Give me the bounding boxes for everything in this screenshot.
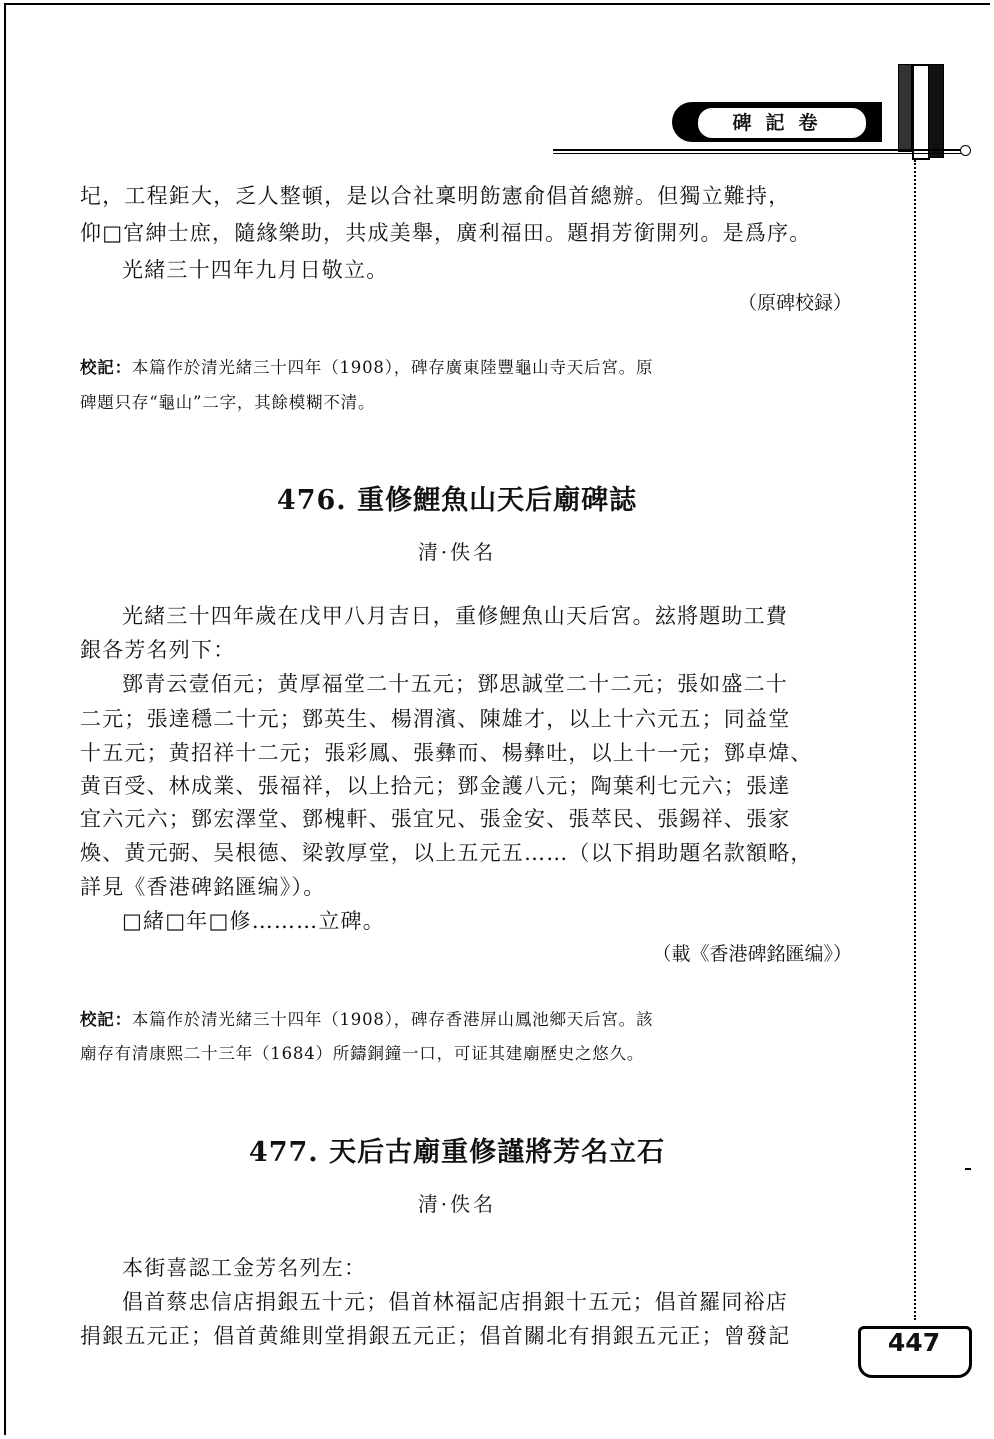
page-number: 447: [887, 1328, 941, 1357]
body-line: 銀各芳名列下：: [80, 638, 236, 662]
section-title: 476. 重修鯉魚山天后廟碑誌: [276, 485, 638, 516]
note-label: 校記：: [80, 358, 132, 377]
rule-end-dot: [960, 145, 971, 156]
page-border-left: [4, 3, 6, 1435]
body-line: 圮，工程鉅大，乏人整頓，是以合社稟明飭憲俞倡首總辦。但獨立難持，: [80, 184, 791, 208]
body-line: 煥、黄元弼、吴根德、梁敦厚堂，以上五元五……（以下捐助題名款額略，: [80, 841, 813, 865]
body-line: 捐銀五元正；倡首黄維則堂捐銀五元正；倡首關北有捐銀五元正；曾發記: [80, 1324, 791, 1348]
header-rule-thin: [553, 153, 963, 154]
collation-note-line: 廟存有清康熙二十三年（1684）所鑄銅鐘一口，可证其建廟歷史之悠久。: [80, 1044, 645, 1063]
page-border-top: [4, 3, 990, 5]
body-line: 光緒三十四年歲在戊甲八月吉日，重修鯉魚山天后宮。玆將題助工費: [122, 604, 788, 628]
section-author: 清·佚名: [417, 540, 497, 564]
section-author: 清·佚名: [417, 1192, 497, 1216]
body-line: 光緒三十四年九月日敬立。: [122, 258, 389, 282]
body-line: 仰□官紳士庶，隨緣樂助，共成美舉，廣利福田。題捐芳銜開列。是爲序。: [80, 221, 812, 245]
note-text: 本篇作於清光緒三十四年（1908），碑存香港屏山鳳池鄉天后宮。該: [131, 1010, 654, 1029]
note-text: 本篇作於清光緒三十四年（1908），碑存廣東陸豐龜山寺天后宮。原: [131, 358, 654, 377]
collation-note-line: [80, 354, 653, 378]
page-number-badge: [858, 1318, 970, 1378]
body-line: 詳見《香港碑銘匯编》）。: [80, 875, 326, 899]
body-line: 十五元；黄招祥十二元；張彩鳳、張彝而、楊彝吐，以上十一元；鄧卓煒、: [80, 741, 813, 765]
section-title: 477. 天后古廟重修謹將芳名立石: [248, 1137, 666, 1168]
source-citation: （載《香港碑銘匯编》）: [652, 943, 852, 965]
side-tick: [965, 1168, 971, 1170]
body-line: 倡首蔡忠信店捐銀五十元；倡首林福記店捐銀十五元；倡首羅同裕店: [122, 1290, 788, 1314]
body-line: 二元；張達穩二十元；鄧英生、楊渭濱、陳雄才，以上十六元五；同益堂: [80, 707, 791, 731]
collation-note-line: [80, 1006, 653, 1030]
header-rule: [553, 149, 963, 151]
side-dotted-rule: [914, 160, 916, 1320]
body-line: 宜六元六；鄧宏澤堂、鄧槐軒、張宜兄、張金安、張萃民、張錫祥、張家: [80, 807, 791, 831]
body-line: 本街喜認工金芳名列左：: [122, 1256, 367, 1280]
note-label: 校記：: [80, 1010, 132, 1029]
source-citation: （原碑校録）: [737, 292, 852, 314]
body-line: 黄百受、林成業、張福祥，以上拾元；鄧金護八元；陶葉利七元六；張達: [80, 774, 791, 798]
volume-label: 碑記卷: [696, 106, 868, 140]
body-line: □緒□年□修………立碑。: [122, 909, 385, 933]
body-line: 鄧青云壹佰元；黄厚福堂二十五元；鄧思誠堂二十二元；張如盛二十: [122, 672, 788, 696]
collation-note-line: 碑題只存“龜山”二字，其餘模糊不清。: [80, 393, 376, 412]
